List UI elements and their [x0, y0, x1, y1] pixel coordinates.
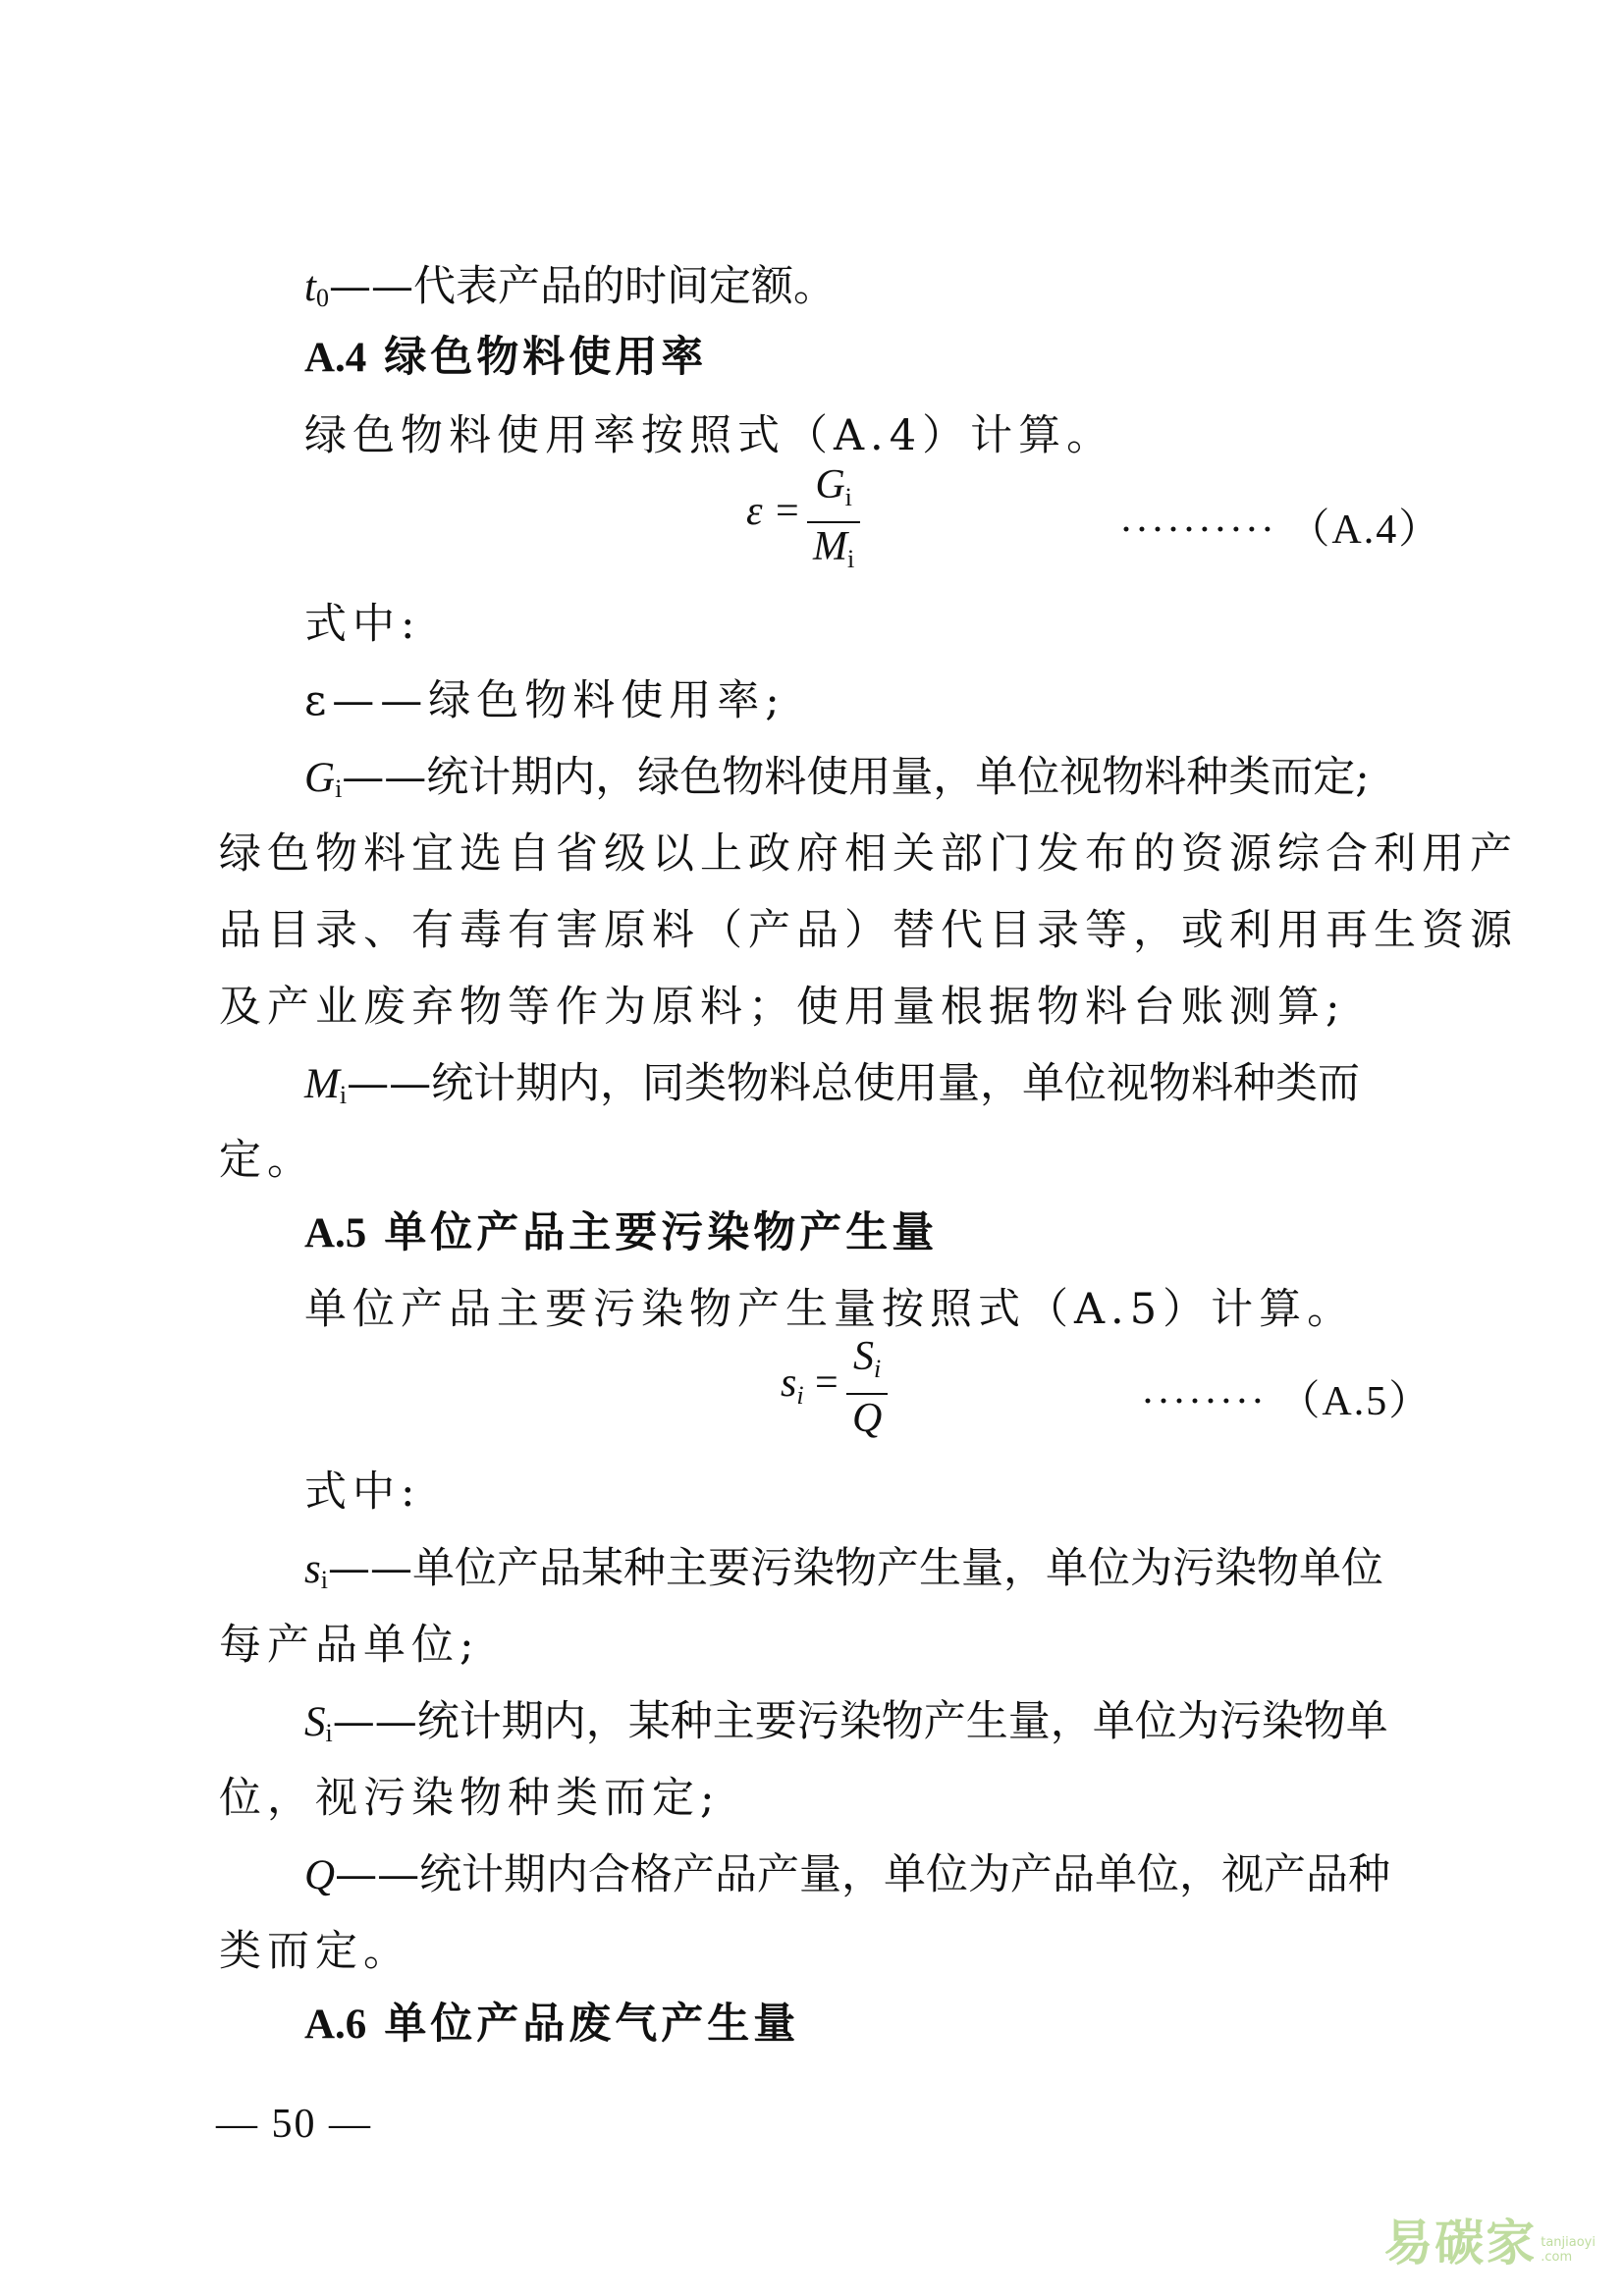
watermark-domain: tanjiaoyi .com: [1541, 2235, 1596, 2265]
formula-lhs: ε: [746, 489, 763, 534]
fraction-denominator: Mi: [813, 524, 855, 573]
symbol-q: Q: [304, 1852, 336, 1898]
paragraph-a4-intro: 绿色物料使用率按照式（A.4）计算。: [304, 411, 1115, 460]
label-shizhong-2: 式中:: [304, 1468, 421, 1517]
section-title: 单位产品主要污染物产生量: [384, 1208, 939, 1257]
section-number: A.5: [304, 1210, 367, 1256]
equation-reference-a5: ········ （A.5）: [1141, 1379, 1433, 1424]
section-heading-a5: [304, 1203, 1407, 1263]
definition-q: Q——统计期内合格产品产量，单位为产品单位，视产品种: [304, 1850, 1391, 1899]
symbol-mi: $M_i$: [304, 1061, 348, 1109]
paragraph-a5-intro: 单位产品主要污染物产生量按照式（A.5）计算。: [304, 1285, 1356, 1334]
definition-mi: $M_i——$统计期内，同类物料总使用量，单位视物料种类而: [304, 1059, 1361, 1109]
definition-Si-cont: 位，视污染物种类而定;: [219, 1774, 721, 1823]
symbol-gi: $G_i$: [304, 755, 343, 803]
definition-mi-cont: 定。: [219, 1136, 315, 1185]
definition-gi-cont: 绿色物料宜选自省级以上政府相关部门发布的资源综合利用产: [219, 829, 1518, 879]
symbol-si: $s_i$: [304, 1546, 328, 1594]
equation-reference-a4: ·········· （A.4）: [1119, 507, 1442, 553]
definition-t0: [304, 257, 1407, 328]
definition-gi-cont: 品目录、有毒有害原料（产品）替代目录等，或利用再生资源: [219, 906, 1518, 955]
section-title: 单位产品废气产生量: [384, 2000, 800, 2049]
symbol-t0: $t_0$: [304, 264, 329, 312]
formula-equals: =: [776, 489, 799, 534]
definition-epsilon: ε——绿色物料使用率;: [304, 676, 785, 725]
definition-si-cont: 每产品单位;: [219, 1621, 480, 1670]
fraction-denominator: Q: [852, 1396, 883, 1441]
definition-gi: $G_i——$统计期内，绿色物料使用量，单位视物料种类而定;: [304, 753, 1370, 803]
label-shizhong-1: 式中:: [304, 600, 421, 649]
watermark-logo: [1383, 2204, 1596, 2274]
section-number: A.4: [304, 335, 367, 381]
page-number: — 50 —: [216, 2102, 372, 2147]
section-number: A.6: [304, 2002, 367, 2048]
fraction-numerator: Si: [853, 1334, 882, 1383]
formula-equals: =: [815, 1361, 839, 1406]
definition-q-cont: 类而定。: [219, 1927, 411, 1976]
definition-gi-cont: 及产业废弃物等作为原料；使用量根据物料台账测算;: [219, 983, 1346, 1032]
section-title: 绿色物料使用率: [384, 333, 708, 382]
formula-fraction: [807, 461, 860, 583]
fraction-numerator: Gi: [815, 462, 852, 511]
formula-fraction: [846, 1333, 888, 1442]
section-heading-a6: [304, 1995, 1407, 2055]
definition-Si: $S_i——$统计期内，某种主要污染物产生量，单位为污染物单: [304, 1697, 1388, 1747]
formula-lhs: si: [781, 1361, 804, 1410]
watermark-text: 易碳家: [1383, 2215, 1538, 2271]
definition-text: ——代表产品的时间定额。: [328, 262, 836, 311]
section-heading-a4: [304, 328, 1407, 388]
definition-si: $s_i——$单位产品某种主要污染物产生量，单位为污染物单位: [304, 1544, 1383, 1594]
symbol-Si: $S_i$: [304, 1699, 333, 1747]
